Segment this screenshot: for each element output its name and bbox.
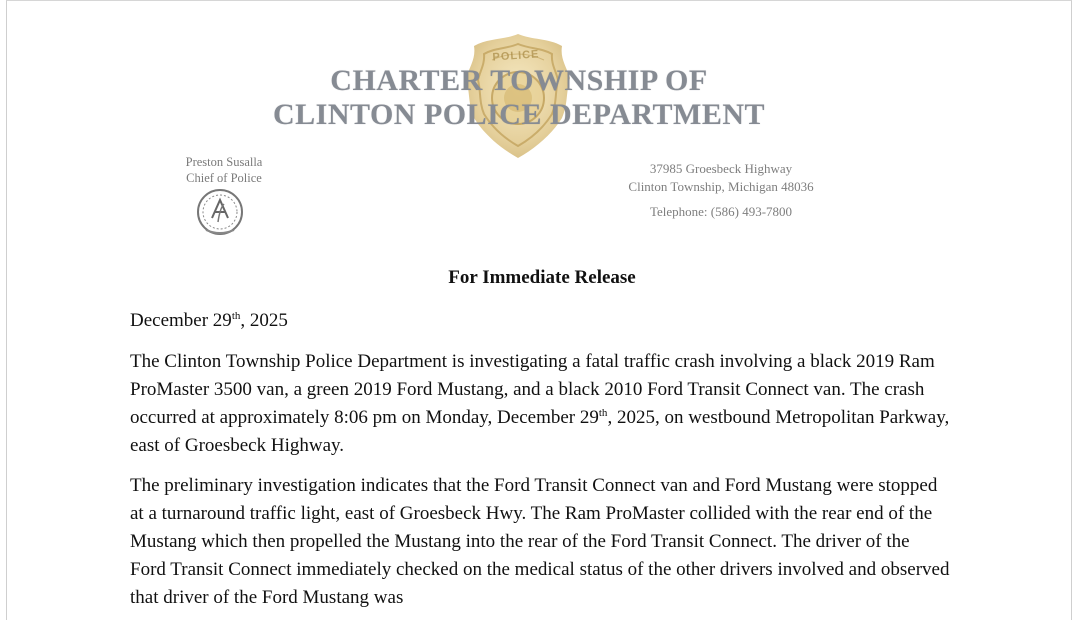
address-street: 37985 Groesbeck Highway: [649, 161, 793, 176]
paragraph-1: The Clinton Township Police Department is investigating a fatal traffic crash involving a black 2019 Ram ProMaster 3500 van, a green 2019 Ford Mustang, and a black 2010 Ford Transit Connect van. The crash occurred at approximately 8:06 pm on Monday, December 29th, 2025, on westbound Metropolitan Parkway, east of Groesbeck Highway.: [130, 351, 950, 456]
letterhead: [0, 0, 1080, 260]
release-body: [130, 308, 950, 624]
chief-title: Chief of Police: [186, 171, 262, 185]
release-heading: For Immediate Release: [448, 267, 636, 288]
paragraph-2: The preliminary investigation indicates that the Ford Transit Connect van and Ford Mustang were stopped at a turnaround traffic light, east of Groesbeck Hwy. The Ram ProMaster collided with the rear end of the Mustang which then propelled the Mustang into the rear of the Ford Transit Connect. The driver of the Ford Transit Connect immediately checked on the medical status of the other drivers involved and observed that driver of the Ford Mustang was: [130, 475, 950, 608]
address-block: [586, 160, 856, 221]
township-seal-icon: [194, 186, 246, 238]
chief-name: Preston Susalla: [185, 155, 263, 169]
chief-block: [172, 154, 276, 186]
department-title-line-2: CLINTON POLICE DEPARTMENT: [272, 98, 766, 131]
address-city: Clinton Township, Michigan 48036: [628, 179, 814, 194]
telephone: Telephone: (586) 493-7800: [649, 204, 793, 219]
release-date: December 29th, 2025: [130, 310, 288, 331]
badge-text: POLICE: [492, 48, 540, 64]
department-title-line-1: CHARTER TOWNSHIP OF: [330, 64, 708, 97]
